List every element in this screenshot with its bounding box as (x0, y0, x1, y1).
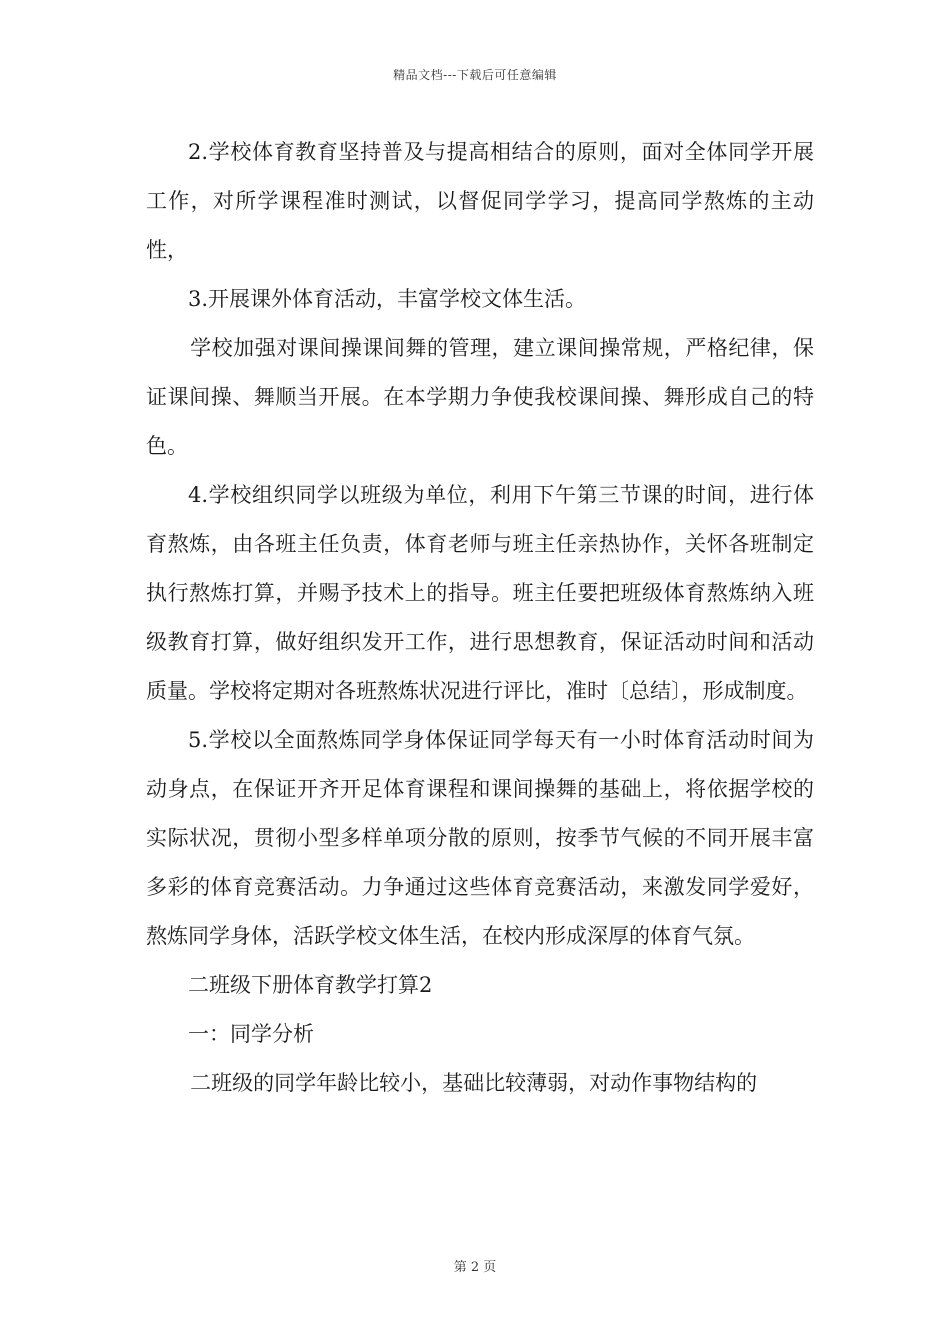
page-number: 第 2 页 (453, 1260, 497, 1275)
paragraph-extracurricular: 3.开展课外体育活动，丰富学校文体生活。 (188, 287, 587, 311)
page-header: 精品文档---下载后可任意编辑 (393, 68, 557, 82)
document-body (146, 128, 814, 1108)
paragraph-exercise-management: 学校加强对课间操课间舞的管理，建立课间操常规，严格纪律，保证课间操、舞顺当开展。在本学期力争使我校课间操、舞形成自己的特色。 (146, 336, 814, 458)
paragraph-class-training: 4.学校组织同学以班级为单位，利用下午第三节课的时间，进行体育熬炼，由各班主任负责，体育老师与班主任亲热协作，关怀各班制定执行熬炼打算，并赐予技术上的指导。班主任要把班级体育熬炼纳入班级教育打算，做好组织发开工作，进行思想教育，保证活动时间和活动质量。学校将定期对各班熬炼状况进行评比，准时〔总结〕，形成制度。 (146, 483, 814, 703)
paragraph-competitions: 5.学校以全面熬炼同学身体保证同学每天有一小时体育活动时间为动身点，在保证开齐开足体育课程和课间操舞的基础上，将依据学校的实际状况，贯彻小型多样单项分散的原则，按季节气候的不同开展丰富多彩的体育竞赛活动。力争通过这些体育竞赛活动，来激发同学爱好，熬炼同学身体，活跃学校文体生活，在校内形成深厚的体育气氛。 (146, 728, 814, 948)
section-heading-student-analysis: 一：同学分析 (188, 1022, 314, 1046)
paragraph-student-analysis: 二班级的同学年龄比较小，基础比较薄弱，对动作事物结构的 (190, 1071, 758, 1095)
section-title: 二班级下册体育教学打算2 (188, 973, 433, 997)
paragraph-principle: 2.学校体育教育坚持普及与提高相结合的原则，面对全体同学开展工作，对所学课程准时测试，以督促同学学习，提高同学熬炼的主动性， (146, 140, 814, 262)
